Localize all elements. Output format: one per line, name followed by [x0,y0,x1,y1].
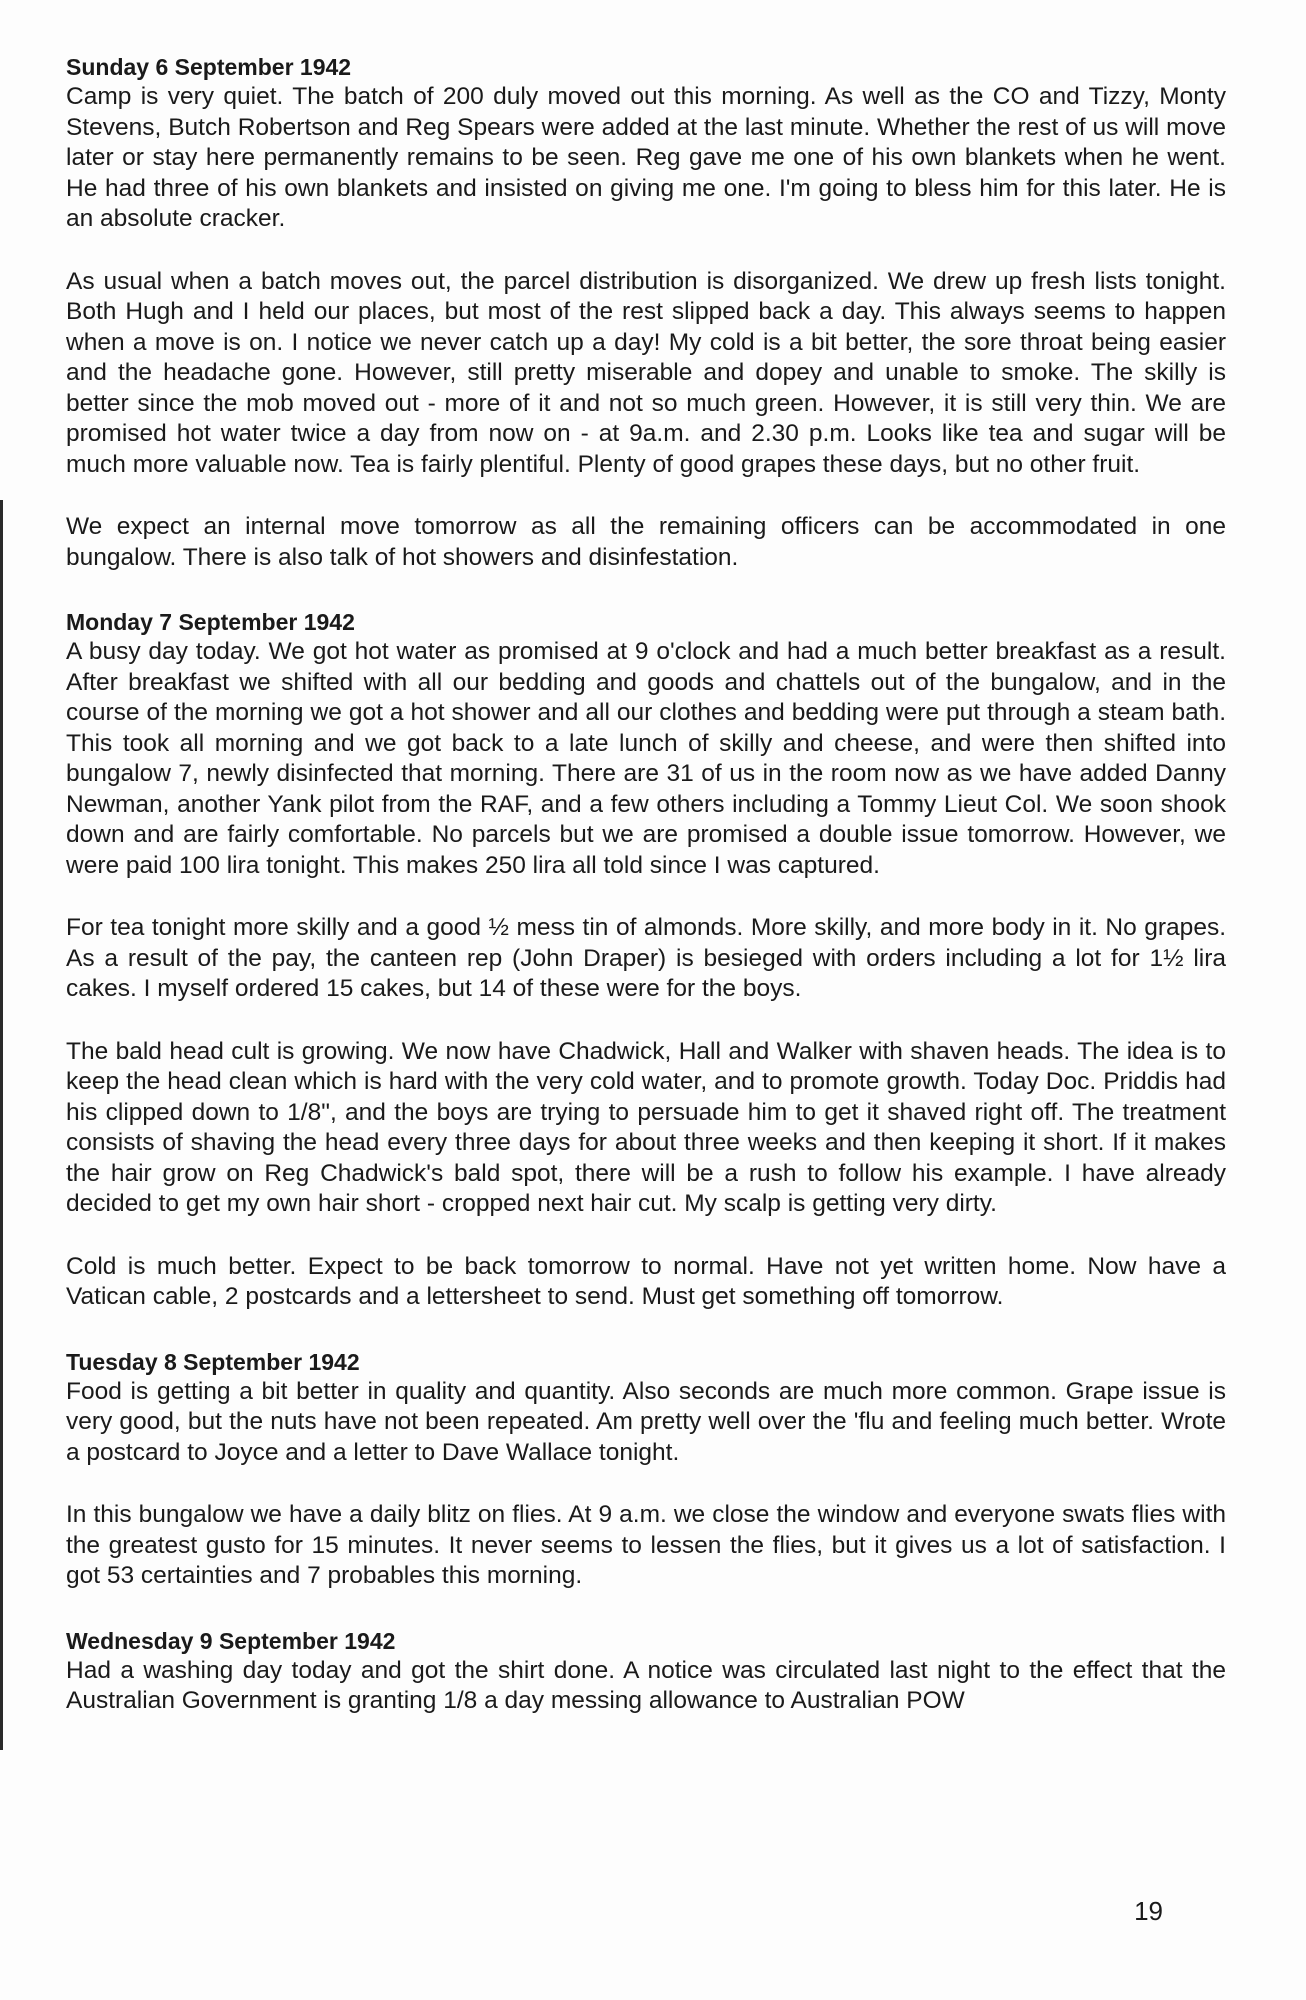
diary-entry [66,1347,1226,1592]
page-number: 19 [1134,1896,1163,1926]
entry-paragraph: A busy day today. We got hot water as promised at 9 o'clock and had a much better breakfast as a result. After breakfast we shifted with all our bedding and goods and chattels out of the bungalow, and in the course of the morning we got a hot shower and all our clothes and bedding were put through a steam bath. This took all morning and we got back to a late lunch of skilly and cheese, and were then shifted into bungalow 7, newly disinfected that morning. There are 31 of us in the room now as we have added Danny Newman, another Yank pilot from the RAF, and a few others including a Tommy Lieut Col. We soon shook down and are fairly comfortable. No parcels but we are promised a double issue tomorrow. However, we were paid 100 lira tonight. This makes 250 lira all told since I was captured. [66,638,1226,879]
entry-paragraph: For tea tonight more skilly and a good ½ mess tin of almonds. More skilly, and more body in it. No grapes. As a result of the pay, the canteen rep (John Draper) is besieged with orders including a lot for 1½ lira cakes. I myself ordered 15 cakes, but 14 of these were for the boys. [66,914,1226,1002]
diary-entry [66,1626,1226,1717]
entry-paragraph: In this bungalow we have a daily blitz on flies. At 9 a.m. we close the window and everyone swats flies with the greatest gusto for 15 minutes. It never seems to lessen the flies, but it gives us a lot of satisfaction. I got 53 certainties and 7 probables this morning. [66,1501,1226,1589]
entry-paragraph: Food is getting a bit better in quality and quantity. Also seconds are much more common. Grape issue is very good, but the nuts have not been repeated. Am pretty well over the 'flu and feeling much better. Wrote a postcard to Joyce and a letter to Dave Wallace tonight. [66,1377,1226,1466]
entry-paragraph: Had a washing day today and got the shirt done. A notice was circulated last night to the effect that the Australian Government is granting 1/8 a day messing allowance to Australian POW [66,1656,1226,1714]
diary-entry [66,607,1226,1313]
entry-heading: Wednesday 9 September 1942 [66,1627,396,1654]
entry-paragraph: We expect an internal move tomorrow as all the remaining officers can be accommodated in one bungalow. There is also talk of hot showers and disinfestation. [66,513,1226,571]
scan-edge-line [0,500,3,1750]
entry-paragraph: As usual when a batch moves out, the parcel distribution is disorganized. We drew up fresh lists tonight. Both Hugh and I held our places, but most of the rest slipped back a day. This always seems to happen when a move is on. I notice we never catch up a day! My cold is a bit better, the sore throat being easier and the headache gone. However, still pretty miserable and dopey and unable to smoke. The skilly is better since the mob moved out - more of it and not so much green. However, it is still very thin. We are promised hot water twice a day from now on - at 9a.m. and 2.30 p.m. Looks like tea and sugar will be much more valuable now. Tea is fairly plentiful. Plenty of good grapes these days, but no other fruit. [66,267,1226,478]
diary-entry [66,52,1226,573]
entry-paragraph: The bald head cult is growing. We now have Chadwick, Hall and Walker with shaven heads. The idea is to keep the head clean which is hard with the very cold water, and to promote growth. Today Doc. Priddis had his clipped down to 1/8", and the boys are trying to persuade him to get it shaved right off. The treatment consists of shaving the head every three days for about three weeks and then keeping it short. If it makes the hair grow on Reg Chadwick's bald spot, there will be a rush to follow his example. I have already decided to get my own hair short - cropped next hair cut. My scalp is getting very dirty. [66,1037,1226,1217]
entry-heading: Monday 7 September 1942 [66,609,355,635]
entry-heading: Sunday 6 September 1942 [66,54,352,80]
entry-paragraph: Cold is much better. Expect to be back tomorrow to normal. Have not yet written home. Now have a Vatican cable, 2 postcards and a lettersheet to send. Must get something off tomorrow. [66,1252,1226,1310]
entry-paragraph: Camp is very quiet. The batch of 200 duly moved out this morning. As well as the CO and Tizzy, Monty Stevens, Butch Robertson and Reg Spears were added at the last minute. Whether the rest of us will move later or stay here permanently remains to be seen. Reg gave me one of his own blankets when he went. He had three of his own blankets and insisted on giving me one. I'm going to bless him for this later. He is an absolute cracker. [66,83,1226,232]
entry-heading: Tuesday 8 September 1942 [66,1348,360,1375]
diary-content [66,52,1226,1751]
